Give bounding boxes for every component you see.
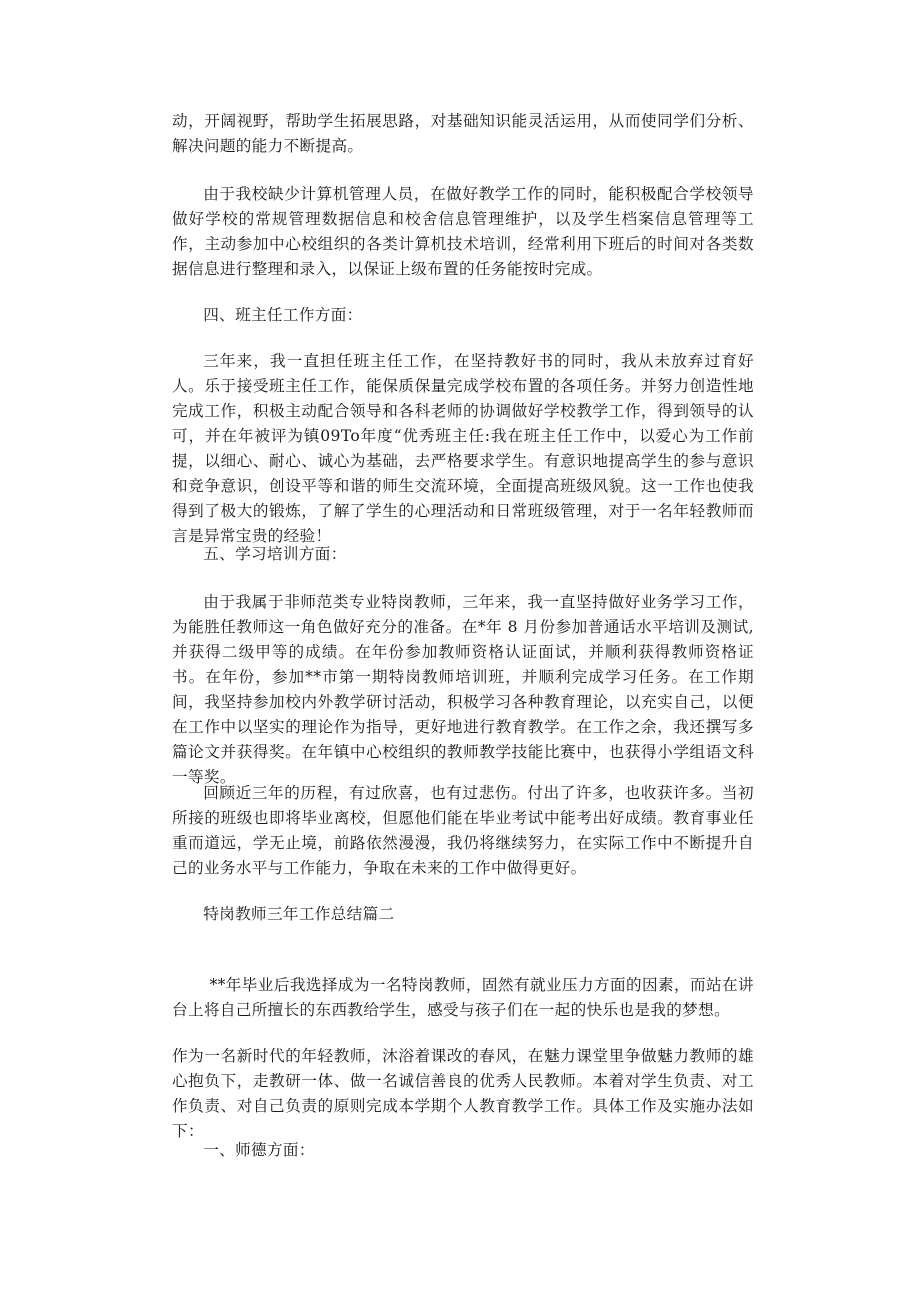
section-heading-training: 五、学习培训方面：: [203, 545, 347, 563]
paragraph-head-teacher-work: 三年来，我一直担任班主任工作，在坚持教好书的同时，我从未放弃过育好人。乐于接受班主任工作，能保质保量完成学校布置的各项任务。并努力创造性地完成工作，积极主动配合领导和各科老师的协调做好学校教学工作，得到领导的认可，并在年被评为镇09To年度“优秀班主任:我在班主任工作中，以爱心为工作前提，以细心、耐心、诚心为基础，去严格要求学生。有意识地提高学生的参与意识和竞争意识，创设平等和谐的师生交流环境，全面提高班级风貌。这一工作也使我得到了极大的锻炼，了解了学生的心理活动和日常班级管理，对于一名年轻教师而言是异常宝贵的经验！: [172, 352, 754, 545]
article-title-part-two: 特岗教师三年工作总结篇二: [203, 905, 395, 923]
paragraph-review: 回顾近三年的历程，有过欣喜，也有过悲伤。付出了许多，也收获许多。当初所接的班级也即将毕业离校，但愿他们能在毕业考试中能考出好成绩。教育事业任重而道远，学无止境，前路依然漫漫，我仍将继续努力，在实际工作中不断提升自己的业务水平与工作能力，争取在未来的工作中做得更好。: [172, 784, 754, 877]
section-heading-head-teacher: 四、班主任工作方面：: [203, 306, 363, 324]
paragraph-continuation: 动，开阔视野，帮助学生拓展思路，对基础知识能灵活运用，从而使同学们分析、解决问题的能力不断提高。: [172, 112, 754, 155]
section-heading-ethics: 一、师德方面：: [203, 1141, 315, 1159]
paragraph-computer-management: 由于我校缺少计算机管理人员，在做好教学工作的同时，能积极配合学校领导做好学校的常规管理数据信息和校舍信息管理维护，以及学生档案信息管理等工作，主动参加中心校组织的各类计算机技术培训，经常利用下班后的时间对各类数据信息进行整理和录入，以保证上级布置的任务能按时完成。: [172, 185, 754, 278]
paragraph-intro-plan: 作为一名新时代的年轻教师，沐浴着课改的春风，在魅力课堂里争做魅力教师的雄心抱负下，走教研一体、做一名诚信善良的优秀人民教师。本着对学生负责、对工作负责、对自己负责的原则完成本学期个人教育教学工作。具体工作及实施办法如下：: [172, 1047, 754, 1140]
paragraph-training: 由于我属于非师范类专业特岗教师，三年来，我一直坚持做好业务学习工作，为能胜任教师这一角色做好充分的准备。在*年 8 月份参加普通话水平培训及测试,并获得二级甲等的成绩。在年份参加教师资格认证面试，并顺利获得教师资格证书。在年份，参加**市第一期特岗教师培训班，并顺利完成学习任务。在工作期间，我坚持参加校内外教学研讨活动，积极学习各种教育理论，以充实自己，以便在工作中以坚实的理论作为指导，更好地进行教育教学。在工作之余，我还撰写多篇论文并获得奖。在年镇中心校组织的教师教学技能比赛中，也获得小学组语文科一等奖。: [172, 593, 754, 786]
paragraph-motivation: **年毕业后我选择成为一名特岗教师，固然有就业压力方面的因素，而站在讲台上将自己所擅长的东西教给学生，感受与孩子们在一起的快乐也是我的梦想。: [172, 976, 754, 1019]
